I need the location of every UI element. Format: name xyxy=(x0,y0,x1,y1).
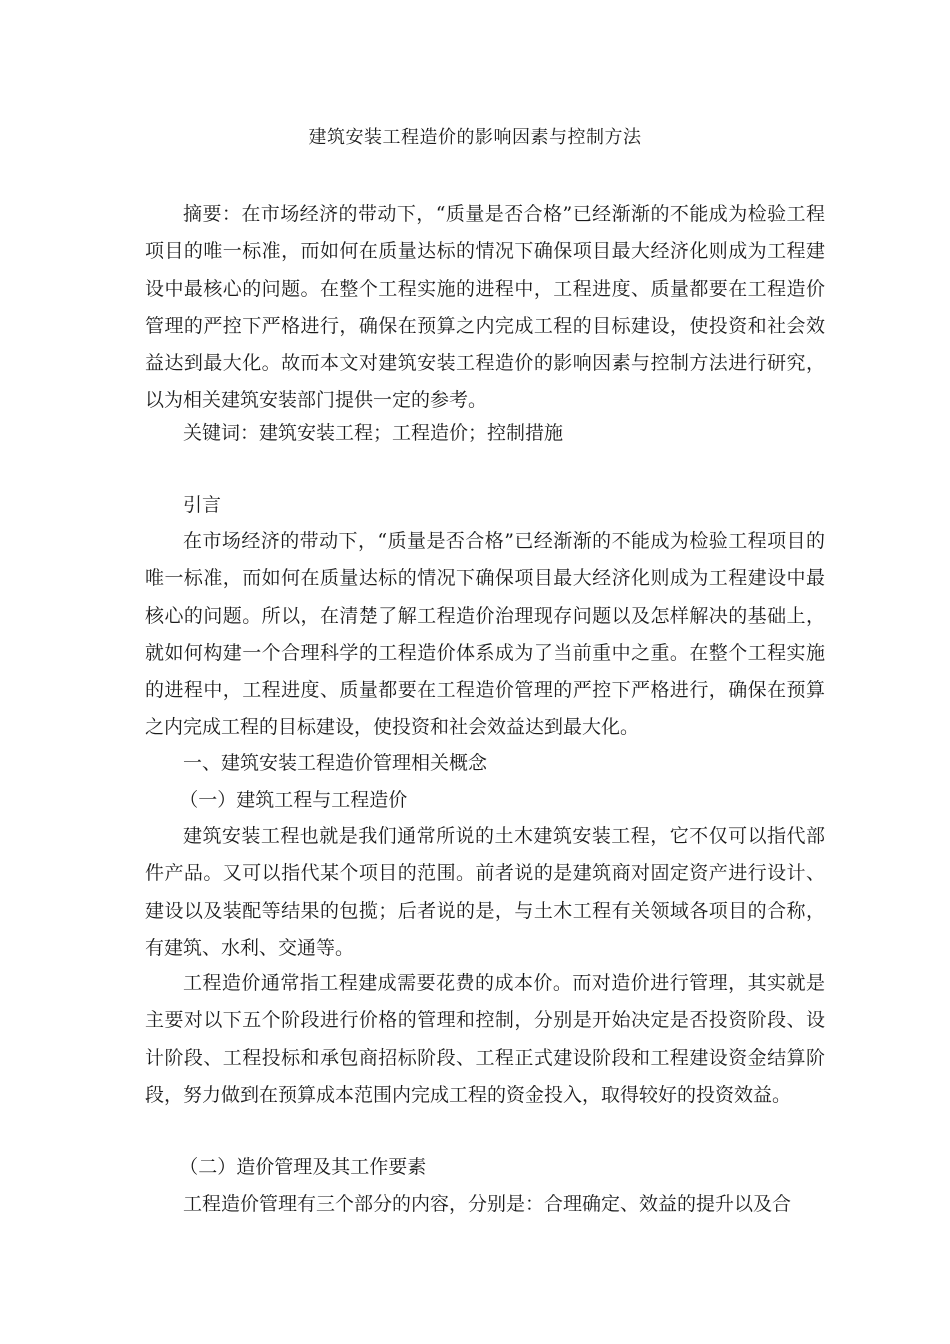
section-1-2-heading: （二）造价管理及其工作要素 xyxy=(179,1156,427,1178)
section-1-1-heading: （一）建筑工程与工程造价 xyxy=(179,789,408,811)
section-1-2-paragraph-1: 工程造价管理有三个部分的内容，分别是：合理确定、效益的提升以及合 xyxy=(183,1193,792,1215)
keywords-line: 关键词：建筑安装工程；工程造价；控制措施 xyxy=(183,422,564,444)
abstract-paragraph: 摘要：在市场经济的带动下，“质量是否合格”已经渐渐的不能成为检验工程项目的唯一标准，而如何在质量达标的情况下确保项目最大经济化则成为工程建设中最核心的问题。在整个工程实施的进程中，工程进度、质量都要在工程造价管理的严控下严格进行，确保在预算之内完成工程的目标建设，使投资和社会效益达到最大化。故而本文对建筑安装工程造价的影响因素与控制方法进行研究，以为相关建筑安装部门提供一定的参考。 xyxy=(145,203,825,412)
intro-heading: 引言 xyxy=(183,494,222,516)
section-1-1-paragraph-1: 建筑安装工程也就是我们通常所说的土木建筑安装工程，它不仅可以指代部件产品。又可以指代某个项目的范围。前者说的是建筑商对固定资产进行设计、建设以及装配等结果的包揽；后者说的是，与土木工程有关领域各项目的合称，有建筑、水利、交通等。 xyxy=(145,825,825,959)
section-1-1-paragraph-2: 工程造价通常指工程建成需要花费的成本价。而对造价进行管理，其实就是主要对以下五个阶段进行价格的管理和控制，分别是开始决定是否投资阶段、设计阶段、工程投标和承包商招标阶段、工程正式建设阶段和工程建设资金结算阶段，努力做到在预算成本范围内完成工程的资金投入，取得较好的投资效益。 xyxy=(145,972,825,1106)
section-1-heading: 一、建筑安装工程造价管理相关概念 xyxy=(183,752,488,774)
document-title: 建筑安装工程造价的影响因素与控制方法 xyxy=(308,127,642,148)
intro-paragraph: 在市场经济的带动下，“质量是否合格”已经渐渐的不能成为检验工程项目的唯一标准，而如何在质量达标的情况下确保项目最大经济化则成为工程建设中最核心的问题。所以，在清楚了解工程造价治理现存问题以及怎样解决的基础上，就如何构建一个合理科学的工程造价体系成为了当前重中之重。在整个工程实施的进程中，工程进度、质量都要在工程造价管理的严控下严格进行，确保在预算之内完成工程的目标建设，使投资和社会效益达到最大化。 xyxy=(145,530,825,739)
